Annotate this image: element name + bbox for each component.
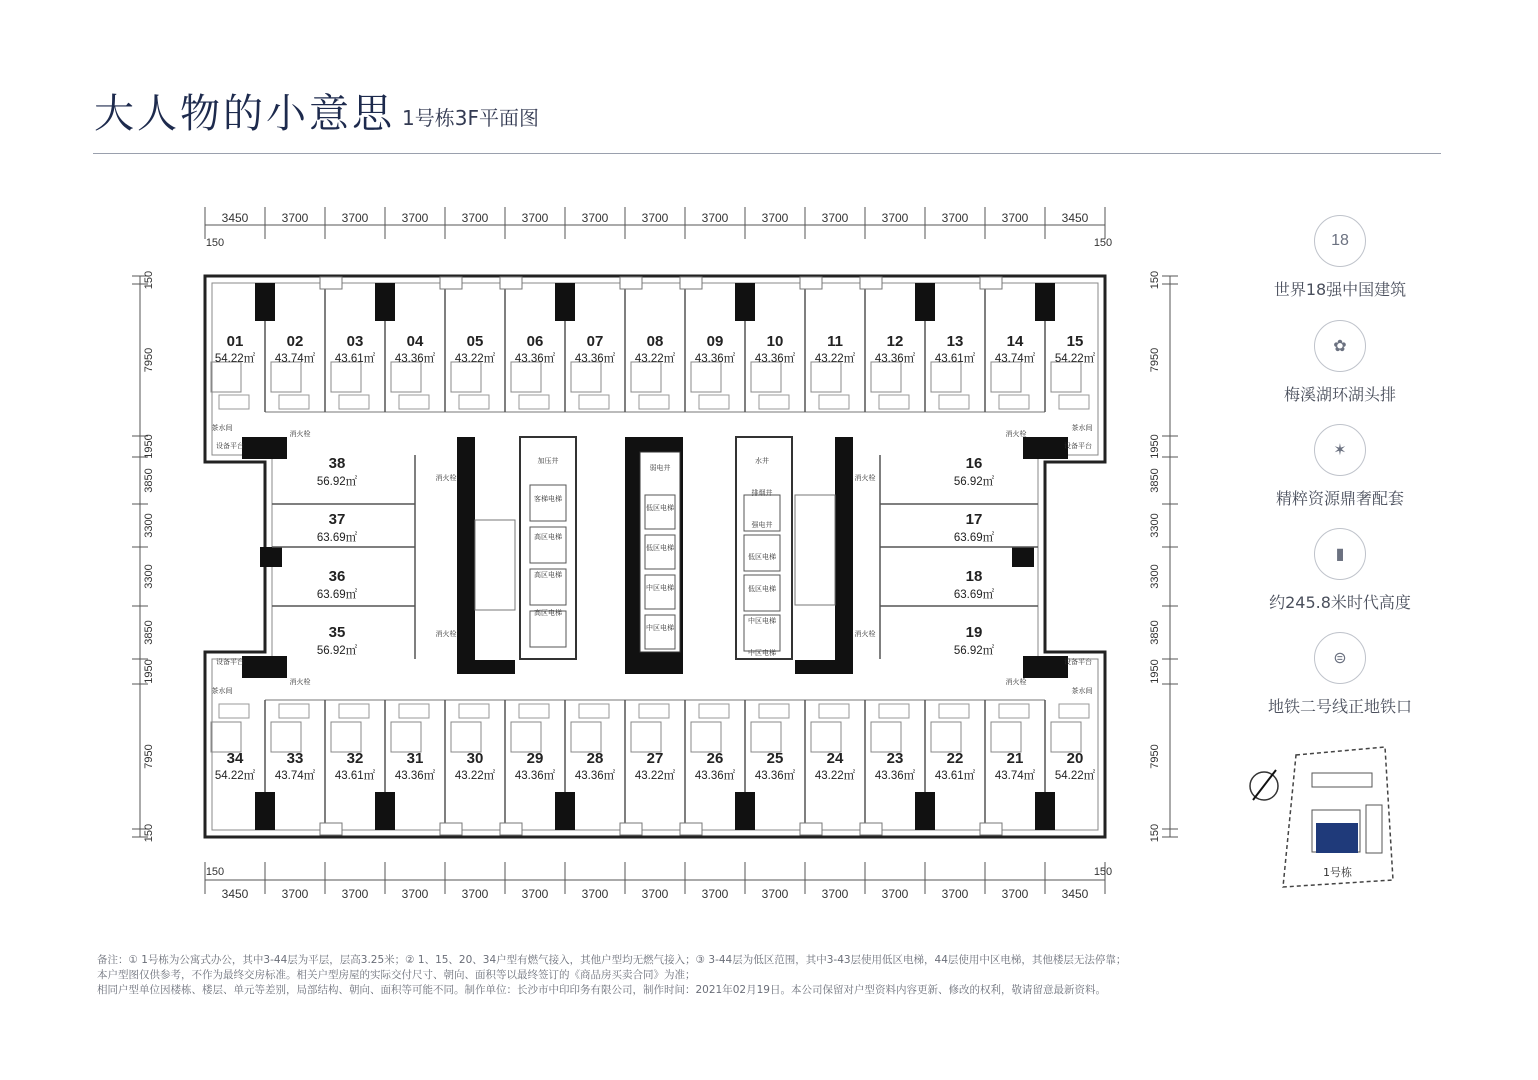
unit-area: 56.92㎡ [953, 645, 995, 657]
unit-area: 43.36㎡ [574, 353, 616, 365]
dimension-label: 3700 [821, 887, 849, 901]
unit-area: 63.69㎡ [316, 589, 358, 601]
window-box [620, 277, 642, 289]
unit-number: 27 [646, 750, 664, 767]
fixture [999, 395, 1029, 409]
dimension-label: 3700 [761, 211, 789, 225]
bathroom [511, 722, 541, 752]
unit-number: 23 [886, 750, 904, 767]
unit-number: 25 [766, 750, 784, 767]
fixture [819, 395, 849, 409]
unit-number: 02 [286, 333, 304, 350]
bathroom [931, 362, 961, 392]
feature-item [1255, 424, 1425, 509]
bathroom [751, 362, 781, 392]
core-label: 加压井 [537, 458, 559, 465]
structural-column [555, 283, 575, 321]
elevator-bank [640, 452, 680, 652]
bathroom [271, 362, 301, 392]
dimension-label: 3700 [341, 887, 369, 901]
dimension-label: 150 [1093, 866, 1113, 878]
bathroom [451, 722, 481, 752]
unit-area: 54.22㎡ [1054, 770, 1096, 782]
dimension-label: 3700 [401, 887, 429, 901]
dimension-label: 3700 [701, 887, 729, 901]
dimension-label: 3300 [1149, 513, 1161, 538]
dimension-label: 3850 [143, 468, 155, 493]
bathroom [211, 362, 241, 392]
dimension-label: 3700 [281, 887, 309, 901]
unit-number: 32 [346, 750, 364, 767]
bathroom [751, 722, 781, 752]
structural-column [242, 656, 287, 678]
dimension-label: 7950 [1149, 347, 1161, 373]
unit-number: 05 [466, 333, 484, 350]
window-box [500, 277, 522, 289]
unit-number: 13 [946, 333, 964, 350]
misc-label: 茶水间 [1071, 425, 1093, 432]
fixture [219, 395, 249, 409]
window-box [980, 823, 1002, 835]
unit-area: 43.22㎡ [814, 770, 856, 782]
dimension-label: 3700 [521, 211, 549, 225]
unit-area: 63.69㎡ [953, 532, 995, 544]
structural-column [1035, 792, 1055, 830]
feature-label: 地铁二号线正地铁口 [1267, 697, 1412, 716]
fixture [339, 704, 369, 718]
bathroom [451, 362, 481, 392]
elevator-car [744, 535, 780, 571]
fixture [399, 704, 429, 718]
window-box [500, 823, 522, 835]
dimension-label: 3850 [1149, 468, 1161, 493]
unit-number: 31 [406, 750, 424, 767]
structural-column [915, 283, 935, 321]
dimension-label: 150 [1093, 237, 1113, 249]
dimension-label: 3850 [143, 620, 155, 645]
structural-column [375, 283, 395, 321]
core-wall [795, 437, 853, 674]
core-label: 高区电梯 [534, 534, 562, 541]
dimension-label: 3700 [941, 887, 969, 901]
unit-area: 43.74㎡ [994, 353, 1036, 365]
fixture [279, 704, 309, 718]
structural-column [1012, 547, 1034, 567]
dimension-label: 150 [143, 270, 155, 290]
dimension-label: 3700 [641, 211, 669, 225]
bathroom [811, 362, 841, 392]
misc-label: 茶水间 [211, 425, 233, 432]
dimension-label: 3700 [941, 211, 969, 225]
unit-area: 43.36㎡ [514, 770, 556, 782]
unit-area: 43.61㎡ [334, 770, 376, 782]
page-title: 大人物的小意思 [94, 91, 395, 137]
unit-number: 01 [226, 333, 244, 350]
window-box [320, 823, 342, 835]
badge-18-icon: 18 [1314, 215, 1366, 267]
structural-column [555, 792, 575, 830]
unit-number: 36 [328, 568, 346, 585]
structural-column [1035, 283, 1055, 321]
fixture [939, 704, 969, 718]
unit-number: 21 [1006, 750, 1024, 767]
note-line: 相同户型单位因楼栋、楼层、单元等差别，局部结构、朝向、面积等可能不同。制作单位：长沙市中印印务有限公司，制作时间：2021年02月19日。本公司保留对户型资料内容更新、修改的权利，敬请留意最新资料。 [97, 984, 1106, 996]
core-label: 高区电梯 [534, 572, 562, 579]
page-subtitle: 1号栋3F平面图 [402, 106, 539, 130]
core-label: 中区电梯 [748, 618, 776, 625]
dimension-label: 3700 [1001, 211, 1029, 225]
core-label: 弱电井 [649, 465, 671, 472]
bathroom [871, 722, 901, 752]
dimension-label: 3700 [281, 211, 309, 225]
structural-column [260, 547, 282, 567]
misc-label: 消火栓 [854, 631, 876, 638]
fixture [459, 395, 489, 409]
unit-number: 03 [346, 333, 364, 350]
tower-icon: ▮ [1314, 528, 1366, 580]
highlighted-building [1316, 823, 1358, 853]
core-label: 低区电梯 [646, 505, 674, 512]
bathroom [691, 722, 721, 752]
unit-number: 17 [965, 511, 983, 528]
fixture [819, 704, 849, 718]
unit-area: 63.69㎡ [316, 532, 358, 544]
bathroom [811, 722, 841, 752]
window-box [860, 823, 882, 835]
bathroom [391, 722, 421, 752]
fixture [699, 704, 729, 718]
dimension-label: 3300 [143, 564, 155, 589]
window-box [800, 277, 822, 289]
bathroom [631, 722, 661, 752]
bathroom [931, 722, 961, 752]
dimension-label: 3700 [581, 887, 609, 901]
core-label: 中区电梯 [646, 625, 674, 632]
unit-number: 30 [466, 750, 484, 767]
unit-area: 54.22㎡ [214, 353, 256, 365]
dimension-label: 150 [143, 823, 155, 843]
dimension-label: 1950 [1149, 434, 1161, 459]
window-box [320, 277, 342, 289]
dimension-label: 3300 [143, 513, 155, 538]
unit-area: 43.22㎡ [634, 353, 676, 365]
structural-column [735, 792, 755, 830]
unit-number: 10 [766, 333, 784, 350]
unit-number: 29 [526, 750, 544, 767]
unit-area: 43.36㎡ [394, 353, 436, 365]
core-wall [457, 437, 515, 674]
misc-label: 设备平台 [1064, 659, 1092, 666]
fixture [279, 395, 309, 409]
fixture [639, 395, 669, 409]
misc-label: 消火栓 [289, 431, 311, 438]
dimension-label: 3700 [881, 211, 909, 225]
bathroom [631, 362, 661, 392]
unit-number: 04 [406, 333, 424, 350]
dimension-label: 150 [1149, 823, 1161, 843]
dimension-label: 3700 [641, 887, 669, 901]
star-icon: ✶ [1314, 424, 1366, 476]
bathroom [391, 362, 421, 392]
dimension-label: 3700 [461, 211, 489, 225]
core-label: 排烟井 [751, 490, 773, 497]
unit-area: 43.74㎡ [994, 770, 1036, 782]
elevator-car [744, 575, 780, 611]
neighbor-building [1312, 773, 1372, 787]
unit-number: 11 [827, 333, 843, 350]
feature-item [1255, 528, 1425, 613]
fixture [339, 395, 369, 409]
fixture [399, 395, 429, 409]
unit-area: 43.36㎡ [754, 770, 796, 782]
bathroom [1051, 722, 1081, 752]
bathroom [571, 362, 601, 392]
misc-label: 设备平台 [216, 443, 244, 450]
misc-label: 消火栓 [289, 679, 311, 686]
unit-number: 19 [965, 624, 983, 641]
misc-label: 消火栓 [1005, 679, 1027, 686]
unit-number: 38 [328, 455, 346, 472]
unit-area: 43.61㎡ [334, 353, 376, 365]
bathroom [1051, 362, 1081, 392]
unit-number: 09 [706, 333, 724, 350]
dimension-label: 3850 [1149, 620, 1161, 645]
misc-label: 消火栓 [435, 475, 457, 482]
fixture [1059, 395, 1089, 409]
misc-label: 消火栓 [1005, 431, 1027, 438]
unit-number: 07 [586, 333, 604, 350]
unit-number: 22 [946, 750, 964, 767]
unit-area: 56.92㎡ [316, 645, 358, 657]
feature-label: 约245.8米时代高度 [1269, 593, 1411, 612]
window-box [680, 823, 702, 835]
site-key-label: 1号栋 [1323, 866, 1352, 879]
feature-item [1255, 320, 1425, 405]
elevator-bank [520, 437, 576, 659]
flower-icon: ✿ [1314, 320, 1366, 372]
unit-number: 06 [526, 333, 544, 350]
feature-item [1255, 632, 1425, 717]
structural-column [1023, 656, 1068, 678]
bathroom [991, 362, 1021, 392]
unit-area: 54.22㎡ [1054, 353, 1096, 365]
bathroom [271, 722, 301, 752]
dimension-label: 3450 [221, 887, 249, 901]
dimension-label: 150 [205, 866, 225, 878]
dimension-label: 3300 [1149, 564, 1161, 589]
unit-area: 63.69㎡ [953, 589, 995, 601]
unit-number: 18 [965, 568, 983, 585]
dimension-label: 1950 [143, 434, 155, 459]
unit-area: 43.36㎡ [874, 770, 916, 782]
unit-area: 43.22㎡ [454, 770, 496, 782]
note-line: 备注：① 1号栋为公寓式办公，其中3-44层为平层，层高3.25米；② 1、15、20、34户型有燃气接入，其他户型均无燃气接入；③ 3-44层为低区范围，其中3-43层使用低区电梯，44层使用中区电梯，其他楼层无法停靠； [97, 954, 1127, 966]
unit-number: 24 [826, 750, 844, 767]
misc-label: 设备平台 [216, 659, 244, 666]
dimension-label: 3450 [1061, 211, 1089, 225]
feature-label: 梅溪湖环湖头排 [1283, 385, 1396, 404]
unit-area: 43.22㎡ [634, 770, 676, 782]
unit-number: 33 [286, 750, 304, 767]
misc-label: 消火栓 [435, 631, 457, 638]
unit-area: 43.36㎡ [394, 770, 436, 782]
bathroom [511, 362, 541, 392]
feature-item [1255, 215, 1425, 300]
dimension-label: 3700 [701, 211, 729, 225]
dimension-label: 3700 [881, 887, 909, 901]
bathroom [331, 362, 361, 392]
neighbor-building [1366, 805, 1382, 853]
unit-area: 43.36㎡ [874, 353, 916, 365]
fixture [699, 395, 729, 409]
structural-column [915, 792, 935, 830]
metro-icon: ⊜ [1314, 632, 1366, 684]
unit-area: 56.92㎡ [953, 476, 995, 488]
structural-column [375, 792, 395, 830]
dimension-label: 1950 [143, 659, 155, 684]
core-label: 低区电梯 [748, 554, 776, 561]
dimension-label: 7950 [143, 347, 155, 373]
elevator-car [530, 485, 566, 521]
unit-area: 56.92㎡ [316, 476, 358, 488]
unit-area: 43.22㎡ [454, 353, 496, 365]
fixture [519, 395, 549, 409]
structural-column [1023, 437, 1068, 459]
fixture [759, 704, 789, 718]
dimension-label: 3450 [221, 211, 249, 225]
window-box [980, 277, 1002, 289]
unit-number: 16 [965, 455, 983, 472]
unit-area: 43.61㎡ [934, 770, 976, 782]
structural-column [255, 283, 275, 321]
bathroom [991, 722, 1021, 752]
unit-number: 08 [646, 333, 664, 350]
dimension-label: 150 [1149, 270, 1161, 290]
fixture [639, 704, 669, 718]
fixture [939, 395, 969, 409]
window-box [860, 277, 882, 289]
core-label: 低区电梯 [748, 586, 776, 593]
stair [795, 495, 835, 605]
fixture [579, 704, 609, 718]
window-box [680, 277, 702, 289]
fixture [459, 704, 489, 718]
dimension-label: 3700 [341, 211, 369, 225]
elevator-car [530, 527, 566, 563]
fixture [879, 395, 909, 409]
unit-area: 43.36㎡ [694, 353, 736, 365]
unit-number: 37 [328, 511, 346, 528]
fixture [999, 704, 1029, 718]
feature-label: 世界18强中国建筑 [1273, 280, 1407, 299]
unit-area: 43.36㎡ [514, 353, 556, 365]
unit-number: 12 [886, 333, 904, 350]
window-box [440, 823, 462, 835]
window-box [800, 823, 822, 835]
dimension-label: 3700 [1001, 887, 1029, 901]
structural-column [242, 437, 287, 459]
dimension-label: 3700 [401, 211, 429, 225]
dimension-label: 3700 [581, 211, 609, 225]
core-label: 水井 [755, 458, 769, 465]
unit-area: 43.36㎡ [754, 353, 796, 365]
dimension-label: 150 [205, 237, 225, 249]
unit-area: 43.36㎡ [574, 770, 616, 782]
unit-area: 54.22㎡ [214, 770, 256, 782]
unit-number: 15 [1066, 333, 1084, 350]
bathroom [331, 722, 361, 752]
core-label: 低区电梯 [646, 545, 674, 552]
unit-number: 20 [1066, 750, 1084, 767]
unit-area: 43.22㎡ [814, 353, 856, 365]
feature-label: 精粹资源鼎奢配套 [1275, 489, 1404, 508]
core-label: 高区电梯 [534, 610, 562, 617]
bathroom [871, 362, 901, 392]
unit-number: 14 [1006, 333, 1024, 350]
fixture [759, 395, 789, 409]
dimension-label: 7950 [143, 744, 155, 769]
unit-number: 26 [706, 750, 724, 767]
dimension-label: 3700 [461, 887, 489, 901]
core-label: 中区电梯 [748, 650, 776, 657]
dimension-label: 3450 [1061, 887, 1089, 901]
window-box [620, 823, 642, 835]
window-box [440, 277, 462, 289]
misc-label: 设备平台 [1064, 443, 1092, 450]
unit-area: 43.36㎡ [694, 770, 736, 782]
bathroom [571, 722, 601, 752]
fixture [519, 704, 549, 718]
structural-column [255, 792, 275, 830]
dimension-label: 3700 [821, 211, 849, 225]
bathroom [211, 722, 241, 752]
core-label: 客梯电梯 [534, 496, 562, 503]
stair [475, 520, 515, 610]
unit-area: 43.61㎡ [934, 353, 976, 365]
misc-label: 消火栓 [854, 475, 876, 482]
core-label: 强电井 [751, 522, 773, 529]
fixture [219, 704, 249, 718]
misc-label: 茶水间 [1071, 688, 1093, 695]
unit-number: 28 [586, 750, 604, 767]
unit-number: 35 [328, 624, 346, 641]
fixture [1059, 704, 1089, 718]
dimension-label: 3700 [761, 887, 789, 901]
core-label: 中区电梯 [646, 585, 674, 592]
unit-area: 43.74㎡ [274, 770, 316, 782]
note-line: 本户型图仅供参考，不作为最终交房标准。相关户型房屋的实际交付尺寸、朝向、面积等以最终签订的《商品房买卖合同》为准； [97, 969, 696, 981]
footnotes [97, 953, 1197, 998]
structural-column [735, 283, 755, 321]
unit-number: 34 [226, 750, 244, 767]
dimension-label: 7950 [1149, 744, 1161, 769]
misc-label: 茶水间 [211, 688, 233, 695]
unit-area: 43.74㎡ [274, 353, 316, 365]
fixture [579, 395, 609, 409]
dimension-label: 3700 [521, 887, 549, 901]
dimension-label: 1950 [1149, 659, 1161, 684]
fixture [879, 704, 909, 718]
bathroom [691, 362, 721, 392]
